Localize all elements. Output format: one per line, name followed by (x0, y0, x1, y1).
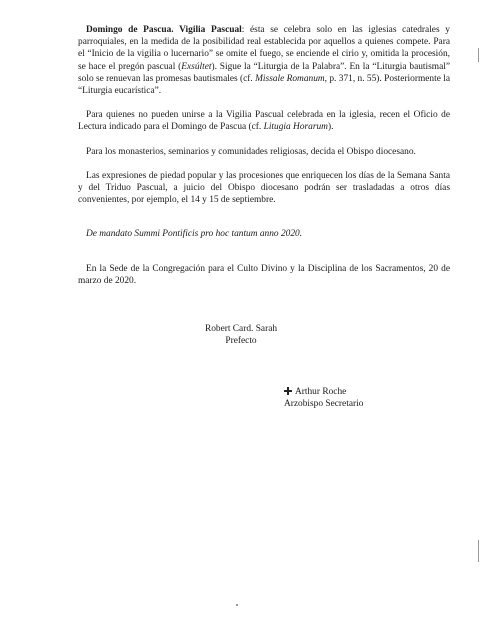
paragraph-monasteries: Para los monasterios, seminarios y comunidades religiosas, decida el Obispo diocesano. (86, 146, 416, 157)
prefect-signature-block (196, 323, 286, 348)
prefect-title: Prefecto (225, 336, 257, 347)
secretary-signature-block (284, 386, 404, 411)
exultet-term: Exsúltet (181, 61, 212, 72)
cross-icon (284, 387, 292, 395)
paragraph-popular-piety: Las expresiones de piedad popular y las procesiones que enriquecen los días de la Semana Santa y del Triduo Pascual, a juicio del Obispo diocesano podrán ser trasladadas a otros días convenientes, por ejemplo, el 14 y 15 de septiembre. (78, 170, 450, 206)
scan-edge-mark (478, 48, 479, 62)
office-readings-text-a: Para quienes no pueden unirse a la Vigilia Pascual celebrada en la iglesia, recen el Oficio de Lectura indicado para el Domingo de Pascua (cf. (78, 110, 450, 133)
secretary-title: Arzobispo Secretario (284, 399, 364, 410)
secretary-name-line (284, 386, 404, 398)
scan-speck (236, 604, 238, 606)
easter-vigil-text-b: ). Sigue la “Liturgia de la Palabra”. En la “Liturgia bautismal” solo se renuevan las promesas bautismales (cf. (78, 61, 450, 84)
papal-mandate: De mandato Summi Pontificis pro hoc tantum anno 2020. (86, 229, 303, 240)
document-body (78, 24, 450, 287)
missale-romanum-term: Missale Romanum (255, 73, 325, 84)
prefect-name: Robert Card. Sarah (204, 324, 278, 334)
liturgia-horarum-term: Litugia Horarum (263, 122, 328, 133)
paragraph-easter-vigil (78, 24, 450, 97)
place-and-date: En la Sede de la Congregación para el Culto Divino y la Disciplina de los Sacramentos, 20 de marzo de 2020. (78, 263, 450, 286)
easter-vigil-text-c: , p. 371, n. 55). Posteriormente la “Liturgia eucarística”. (78, 73, 450, 97)
paragraph-office-of-readings (78, 109, 450, 133)
easter-vigil-heading: Domingo de Pascua. Vigilia Pascual (86, 25, 242, 35)
easter-vigil-text-a: : ésta se celebra solo en las iglesias catedrales y parroquiales, en la medida de la posibilidad real establecida por aquellos a quienes compete. Para el “Inicio de la vigilia o lucernario” se omite el fuego, se enciende el cirio y, omitida la procesión, se hace el pregón pascual ( (78, 25, 450, 72)
scan-edge-mark (478, 540, 479, 562)
secretary-name: Arthur Roche (295, 387, 347, 397)
office-readings-text-b: ). (327, 122, 334, 133)
